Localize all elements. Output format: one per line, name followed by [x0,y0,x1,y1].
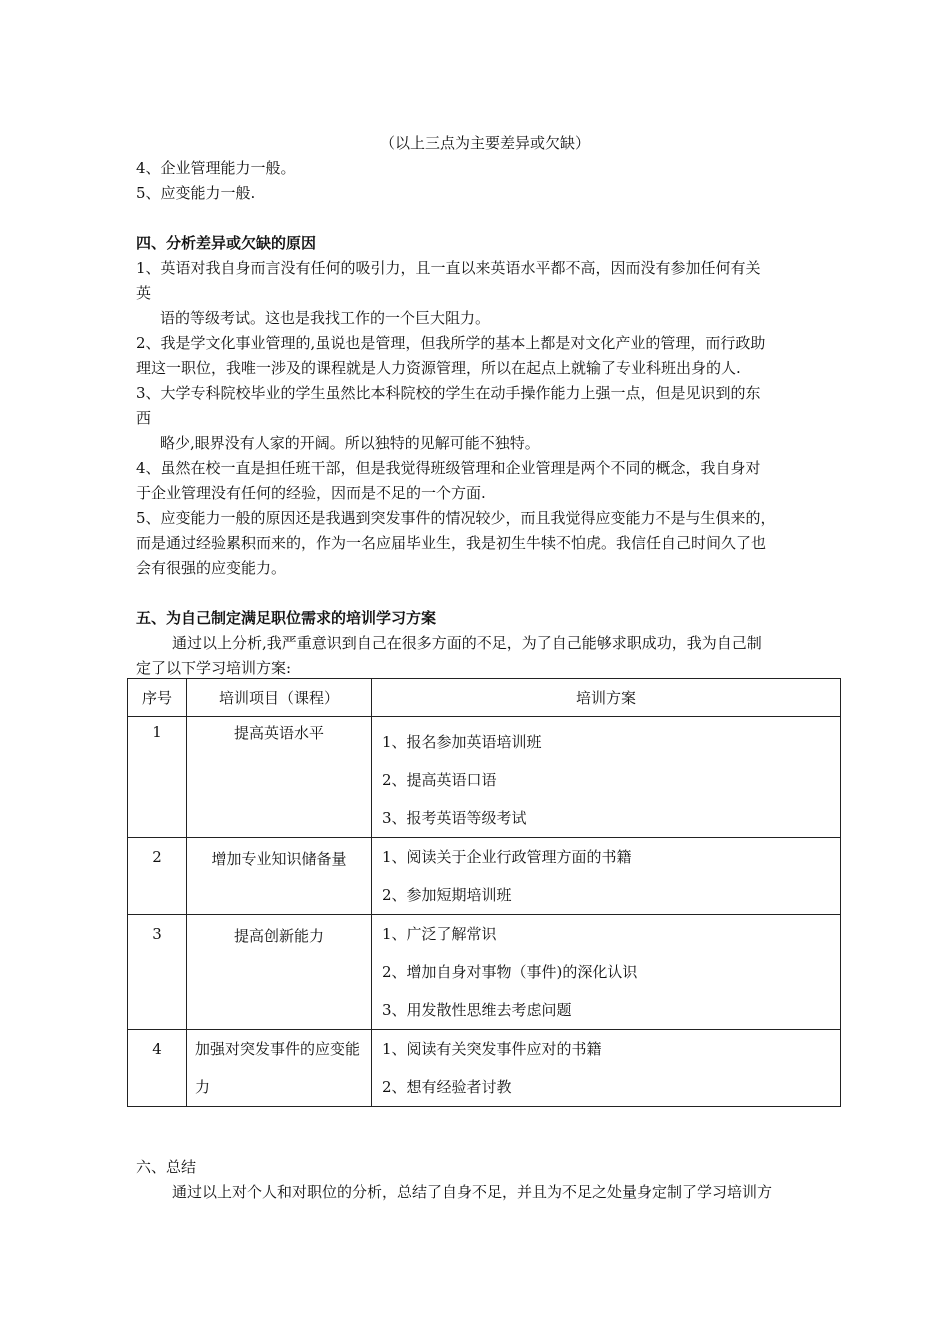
paragraph-line: 定了以下学习培训方案: [136,659,292,677]
row-item: 提高英语水平 [233,724,324,742]
row-plan-cell [372,915,841,1030]
paragraph-line: 4、企业管理能力一般。 [136,159,296,177]
section-heading-4: 四、分析差异或欠缺的原因 [136,234,317,252]
paragraph-line: 英 [136,284,152,302]
plan-item: 3、用发散性思维去考虑问题 [382,1001,572,1019]
table-row [128,717,841,838]
note-line: （以上三点为主要差异或欠缺） [380,134,591,152]
table-header-row [128,679,841,717]
row-no: 4 [152,1040,162,1058]
paragraph-line: 通过以上对个人和对职位的分析，总结了自身不足，并且为不足之处量身定制了学习培训方 [172,1183,773,1201]
row-no-cell [128,717,187,838]
paragraph-line: 于企业管理没有任何的经验，因而是不足的一个方面. [136,484,486,502]
paragraph-line: 西 [136,409,152,427]
plan-item: 2、想有经验者讨教 [382,1078,512,1096]
plan-item: 2、提高英语口语 [382,771,497,789]
training-plan-table [127,678,841,1107]
row-item-cell [187,717,372,838]
table-row [128,838,841,915]
plan-list [372,1030,840,1106]
row-no-cell [128,838,187,915]
paragraph-line: 2、我是学文化事业管理的,虽说也是管理，但我所学的基本上都是对文化产业的管理，而行政助 [136,334,766,352]
section-heading-6: 六、总结 [136,1158,197,1176]
row-item: 增加专业知识储备量 [211,850,347,868]
row-item: 加强对突发事件的应变能力 [195,1040,361,1096]
paragraph-line: 理这一职位，我唯一涉及的课程就是人力资源管理，所以在起点上就输了专业科班出身的人. [136,359,741,377]
row-no-cell [128,1030,187,1107]
paragraph-line: 5、应变能力一般. [136,184,256,202]
section-heading-5: 五、为自己制定满足职位需求的培训学习方案 [136,609,437,627]
plan-item: 3、报考英语等级考试 [382,809,527,827]
row-item-cell [187,838,372,915]
plan-item: 1、阅读有关突发事件应对的书籍 [382,1040,602,1058]
paragraph-line: 而是通过经验累积而来的，作为一名应届毕业生，我是初生牛犊不怕虎。我信任自己时间久了也 [136,534,767,552]
paragraph-line: 1、英语对我自身而言没有任何的吸引力，且一直以来英语水平都不高，因而没有参加任何有关 [136,259,761,277]
header-plan: 培训方案 [372,679,841,717]
paragraph-line: 通过以上分析,我严重意识到自己在很多方面的不足，为了自己能够求职成功，我为自己制 [172,634,762,652]
row-item-cell [187,915,372,1030]
paragraph-line: 4、虽然在校一直是担任班干部，但是我觉得班级管理和企业管理是两个不同的概念，我自身对 [136,459,761,477]
plan-item: 2、增加自身对事物（事件)的深化认识 [382,963,638,981]
table-row [128,915,841,1030]
row-no: 2 [152,848,162,866]
plan-item: 1、广泛了解常识 [382,925,497,943]
paragraph-line: 会有很强的应变能力。 [136,559,287,577]
row-no: 1 [152,723,162,741]
paragraph-line: 语的等级考试。这也是我找工作的一个巨大阻力。 [160,309,491,327]
plan-item: 2、参加短期培训班 [382,886,512,904]
row-plan-cell [372,1030,841,1107]
plan-item: 1、报名参加英语培训班 [382,733,542,751]
row-plan-cell [372,838,841,915]
plan-list [372,915,840,1029]
plan-list [372,717,840,837]
plan-list [372,838,840,914]
row-no: 3 [152,925,162,943]
header-no: 序号 [128,679,187,717]
table-row [128,1030,841,1107]
header-item: 培训项目（课程） [187,679,372,717]
paragraph-line: 略少,眼界没有人家的开阔。所以独特的见解可能不独特。 [160,434,540,452]
paragraph-line: 5、应变能力一般的原因还是我遇到突发事件的情况较少，而且我觉得应变能力不是与生俱来的， [136,509,776,527]
row-plan-cell [372,717,841,838]
row-no-cell [128,915,187,1030]
plan-item: 1、阅读关于企业行政管理方面的书籍 [382,848,632,866]
paragraph-line: 3、大学专科院校毕业的学生虽然比本科院校的学生在动手操作能力上强一点，但是见识到的东 [136,384,761,402]
row-item-cell [187,1030,372,1107]
row-item: 提高创新能力 [233,927,324,945]
